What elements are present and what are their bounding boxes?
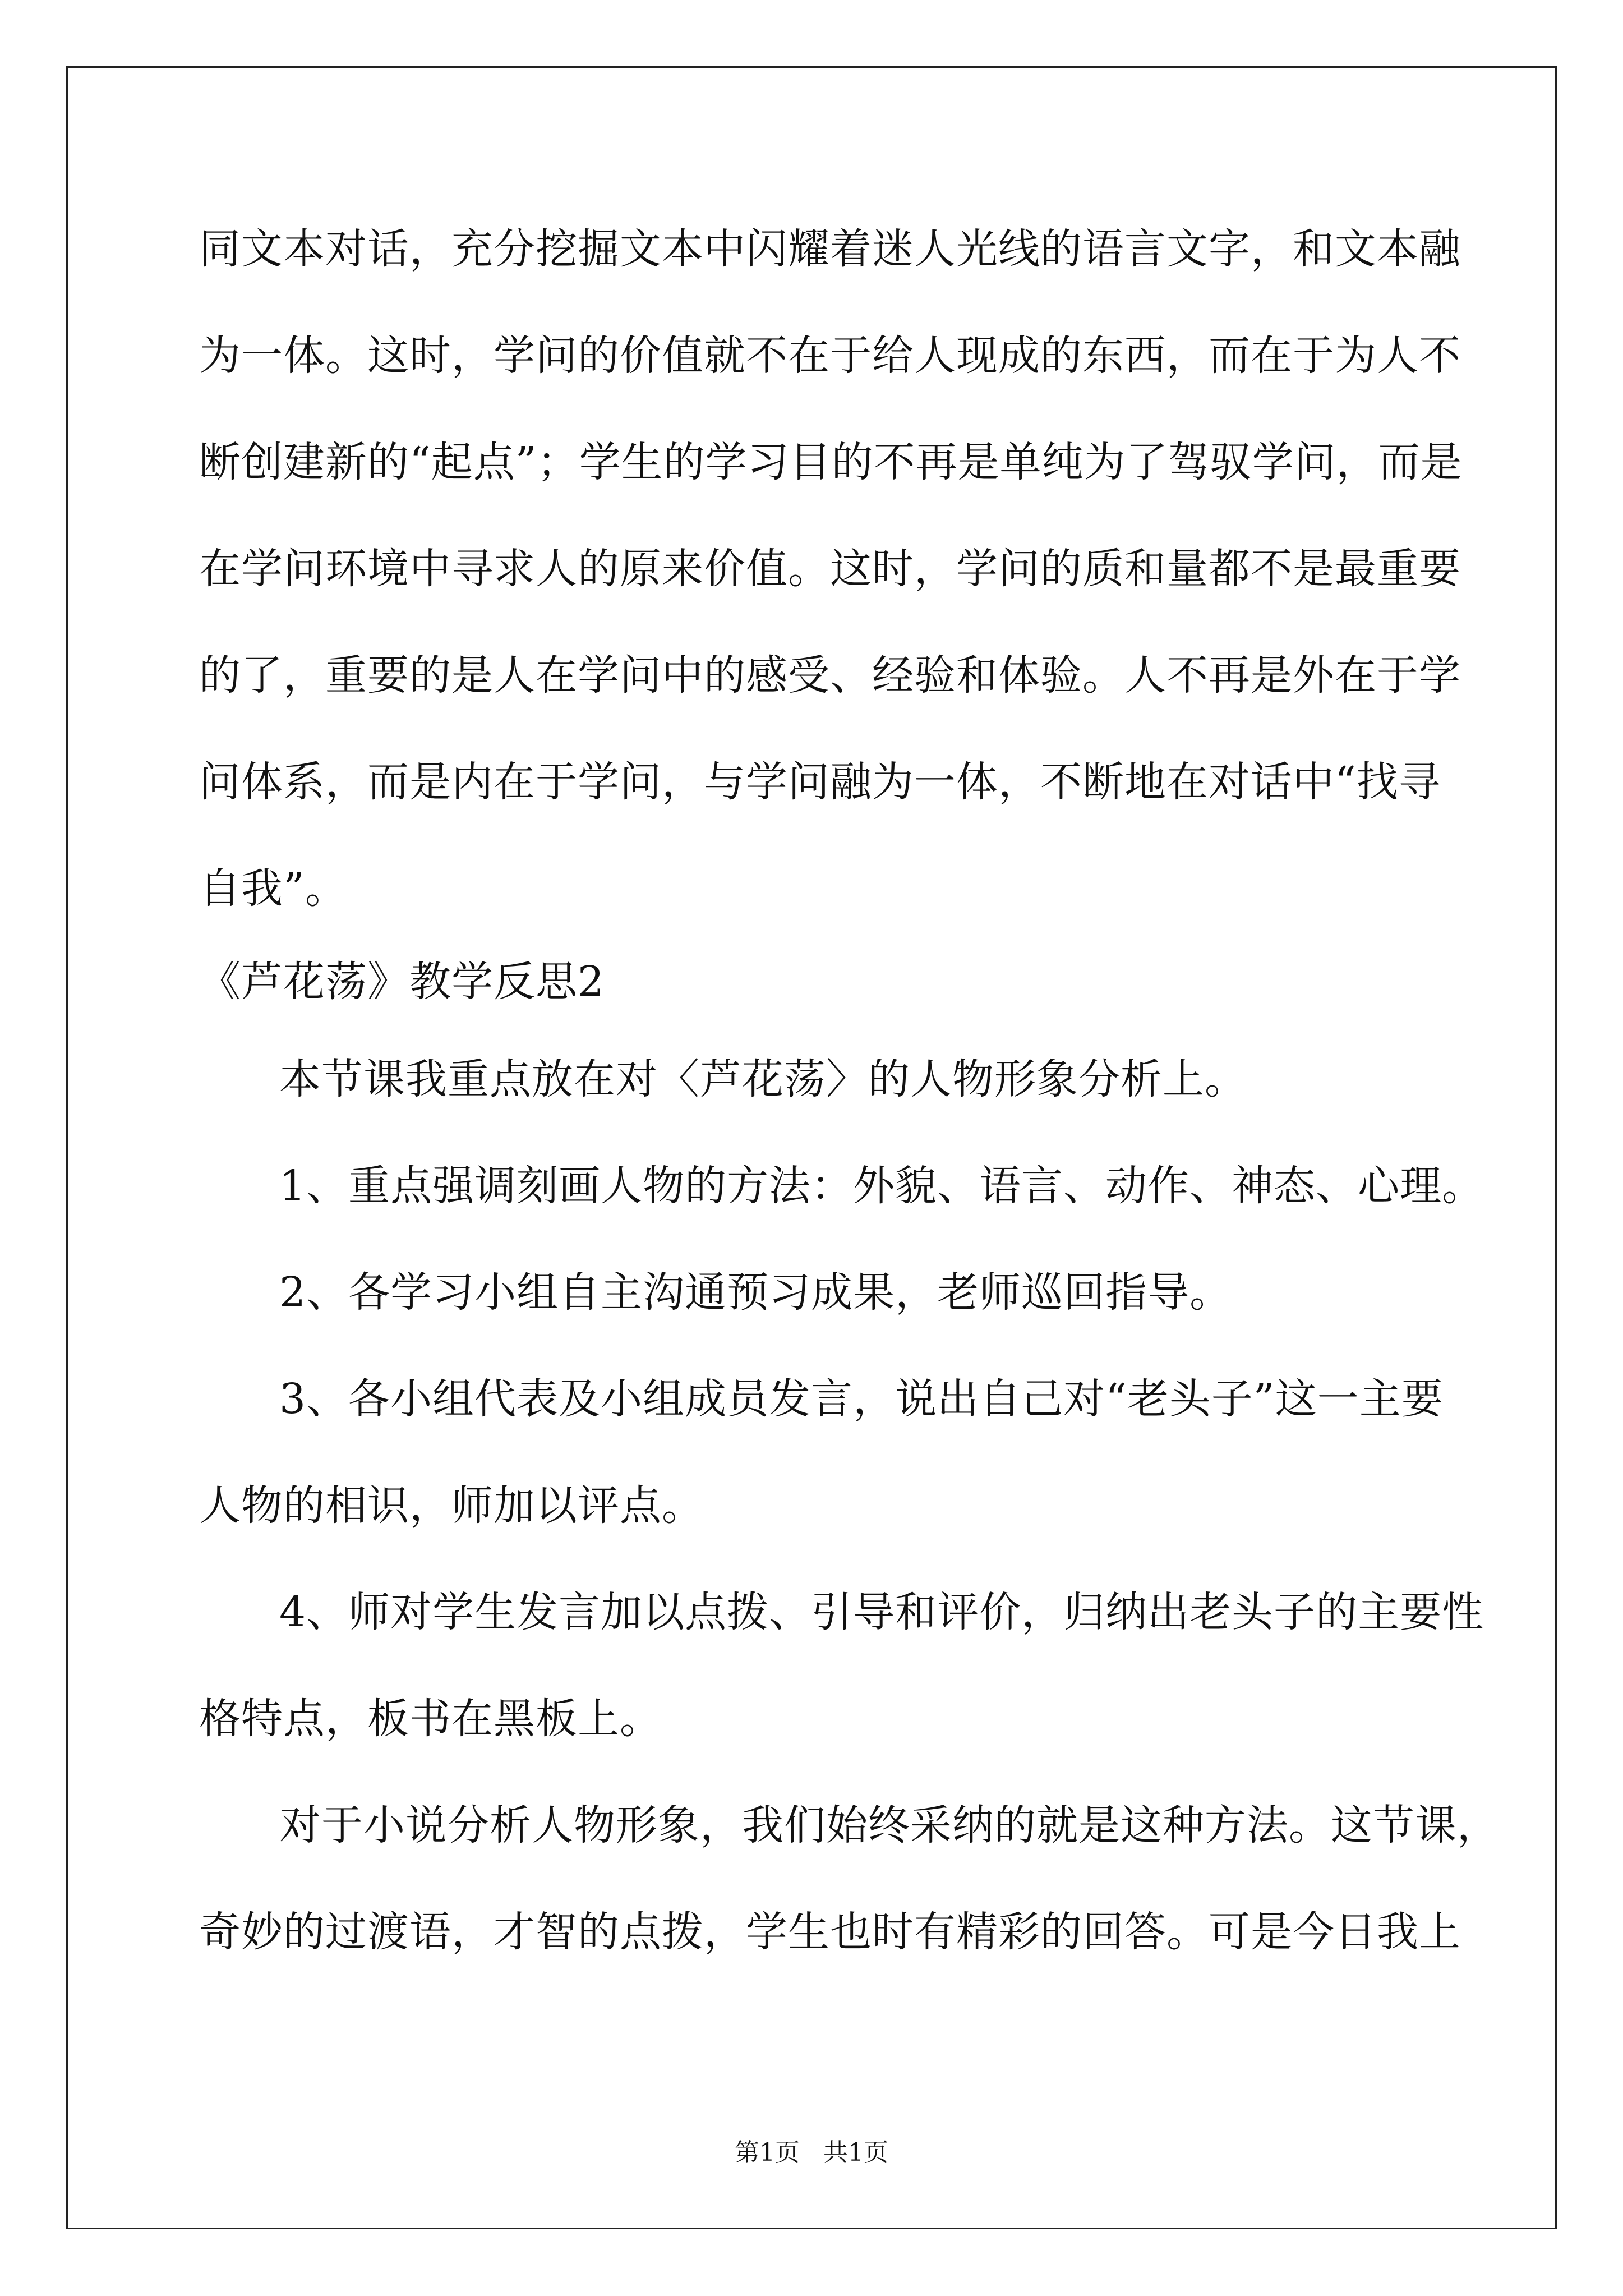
page-total: 共1页 [823, 2138, 888, 2167]
text-line: 断创建新的“起点”；学生的学习目的不再是单纯为了驾驭学问，而是 [199, 438, 1463, 486]
text-line: 3、各小组代表及小组成员发言，说出自己对“老头子”这一主要 [279, 1375, 1444, 1423]
text-line: 本节课我重点放在对〈芦花荡〉的人物形象分析上。 [279, 1055, 1247, 1103]
text-line: 1、重点强调刻画人物的方法：外貌、语言、动作、神态、心理。 [279, 1162, 1484, 1210]
text-line: 人物的相识，师加以评点。 [199, 1481, 704, 1530]
text-line: 奇妙的过渡语，才智的点拨，学生也时有精彩的回答。可是今日我上 [199, 1908, 1461, 1956]
text-line: 为一体。这时，学问的价值就不在于给人现成的东西，而在于为人不 [199, 332, 1461, 380]
page-footer [0, 2136, 1623, 2170]
text-line: 自我”。 [199, 864, 347, 913]
text-line: 在学问环境中寻求人的原来价值。这时，学问的质和量都不是最重要 [199, 545, 1461, 593]
text-line: 4、师对学生发言加以点拨、引导和评价，归纳出老头子的主要性 [279, 1588, 1484, 1636]
section-heading: 《芦花荡》教学反思2 [199, 958, 605, 1006]
text-line: 格特点，板书在黑板上。 [199, 1695, 662, 1743]
text-line: 问体系，而是内在于学问，与学问融为一体，不断地在对话中“找寻 [199, 758, 1441, 806]
text-line: 同文本对话，充分挖掘文本中闪耀着迷人光线的语言文字，和文本融 [199, 225, 1461, 273]
text-line: 对于小说分析人物形象，我们始终采纳的就是这种方法。这节课， [279, 1801, 1499, 1849]
page-number: 第1页 [735, 2138, 800, 2167]
text-line: 的了，重要的是人在学问中的感受、经验和体验。人不再是外在于学 [199, 651, 1461, 700]
text-line: 2、各学习小组自主沟通预习成果，老师巡回指导。 [279, 1268, 1232, 1317]
